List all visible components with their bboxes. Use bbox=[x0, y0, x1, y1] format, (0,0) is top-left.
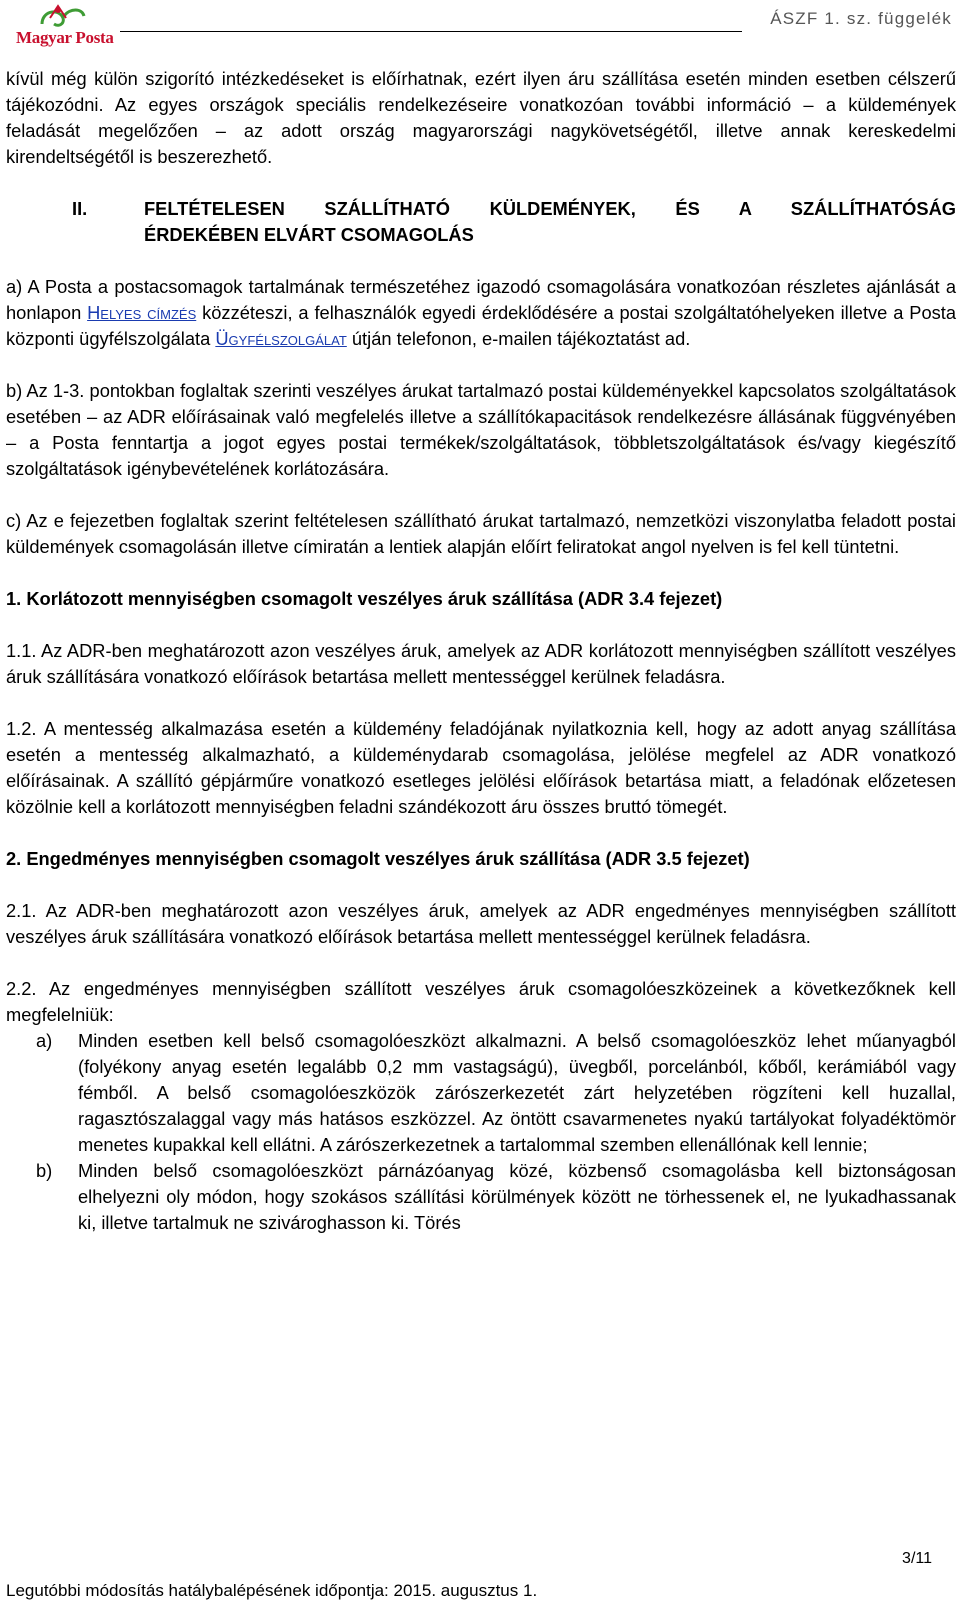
document-title: ÁSZF 1. sz. függelék bbox=[770, 9, 952, 28]
heading-1: 1. Korlátozott mennyiségben csomagolt veszélyes áruk szállítása (ADR 3.4 fejezet) bbox=[6, 588, 723, 609]
list-label: b) bbox=[36, 1160, 53, 1181]
paragraph-intro: kívül még külön szigorító intézkedéseket is előírhatnak, ezért ilyen áru szállítása esetén minden esetben célszerű tájékozódni. Az egyes országok speciális rendelkezéseire vonatkozóan további információ – a küldemények feladását megelőzően – az adott ország magyarországi nagykövetségétől, illetve annak kereskedelmi kirendeltségétől is beszerezhető. bbox=[6, 68, 956, 167]
paragraph-1-2: 1.2. A mentesség alkalmazása esetén a küldemény feladójának nyilatkoznia kell, hogy az adott anyag szállítása esetén a mentesség alkalmazható, a küldeménydarab csomagolása, jelölése megfelel az ADR vonatkozó előírásainak. A szállító gépjárműre vonatkozó esetleges jelölési előírások betartása miatt, a feladónak előzetesen közölnie kell a korlátozott mennyiségben feladni szándékozott áru összes bruttó tömegét. bbox=[6, 718, 956, 817]
section-heading bbox=[6, 196, 956, 248]
header-rule bbox=[120, 31, 742, 32]
paragraph-a: a) A Posta a postacsomagok tartalmának természetéhez igazodó csomagolására vonatkozóan részletes ajánlását a honlapon Helyes címzés közzéteszi, a felhasználók egyedi érdeklődésére a postai szolgáltatóhelyeken illetve a Posta központi ügyfélszolgálata Ügyfélszolgálat útján telefonon, e-mailen tájékoztatást ad. bbox=[6, 276, 956, 349]
section-title: FELTÉTELESEN SZÁLLÍTHATÓ KÜLDEMÉNYEK, ÉS A SZÁLLÍTHATÓSÁG bbox=[144, 198, 956, 219]
logo-text: Magyar Posta bbox=[16, 28, 114, 47]
list-label: a) bbox=[36, 1030, 53, 1051]
page-header bbox=[0, 0, 960, 56]
document-body bbox=[6, 66, 956, 1236]
list-text: Minden belső csomagolóeszközt párnázóanyag közé, közbenső csomagolásba kell biztonságosan elhelyezni oly módon, hogy szokásos szállítási körülmények között ne törhessenek el, ne lyukadhassanak ki, illetve tartalmuk ne szivároghasson ki. Törés bbox=[78, 1160, 956, 1233]
section-number: II. bbox=[72, 198, 88, 219]
paragraph-1-1: 1.1. Az ADR-ben meghatározott azon veszélyes áruk, amelyek az ADR korlátozott mennyiségben szállított veszélyes áruk szállítására vonatkozó előírások betartása mellett mentességgel kerülnek feladásra. bbox=[6, 640, 956, 687]
list-item bbox=[6, 1028, 956, 1158]
paragraph-b: b) Az 1-3. pontokban foglaltak szerinti veszélyes árukat tartalmazó postai küldeményekkel kapcsolatos szolgáltatások esetében – az ADR előírásainak való megfelelés illetve a szállítókapacitások rendelkezésre állásának függvényében – a Posta fenntartja a jogot egyes postai termékek/szolgáltatások, többletszolgáltatások és/vagy kiegészítő szolgáltatások igénybevételének korlátozására. bbox=[6, 380, 956, 479]
paragraph-c: c) Az e fejezetben foglaltak szerint feltételesen szállítható árukat tartalmazó, nemzetközi viszonylatba feladott postai küldemények csomagolásán illetve címiratán a lentiek alapján előírt feliratokat angol nyelven is fel kell tüntetni. bbox=[6, 510, 956, 557]
section-title-line2: ÉRDEKÉBEN ELVÁRT CSOMAGOLÁS bbox=[144, 224, 474, 245]
magyar-posta-logo bbox=[12, 2, 114, 54]
paragraph-2-1: 2.1. Az ADR-ben meghatározott azon veszélyes áruk, amelyek az ADR engedményes mennyiségben szállított veszélyes áruk szállítására vonatkozó előírások betartása mellett mentességgel kerülnek feladásra. bbox=[6, 900, 956, 947]
helyes-cimzes-link[interactable]: Helyes címzés bbox=[87, 302, 197, 323]
ugyfelszolgalat-link[interactable]: Ügyfélszolgálat bbox=[215, 328, 347, 349]
list-text: Minden esetben kell belső csomagolóeszközt alkalmazni. A belső csomagolóeszköz lehet műanyagból (folyékony anyag esetén legalább 0,2 mm vastagságú), üvegből, porcelánból, kőből, kerámiából vagy fémből. A belső csomagolóeszközök zárószerkezetét zárt helyzetében rögzíteni kell huzallal, ragasztószalaggal vagy más hatásos eszközzel. Az öntött csavarmenetes nyakú tartályokat folyadéktömör menetes kupakkal kell ellátni. A zárószerkezetnek a tartalommal szemben ellenállónak kell lennie; bbox=[78, 1030, 956, 1155]
paragraph-2-2: 2.2. Az engedményes mennyiségben szállított veszélyes áruk csomagolóeszközeinek a következőknek kell megfelelniük: bbox=[6, 978, 956, 1025]
heading-2: 2. Engedményes mennyiségben csomagolt veszélyes áruk szállítása (ADR 3.5 fejezet) bbox=[6, 848, 750, 869]
footer-effective-date: Legutóbbi módosítás hatálybalépésének időpontja: 2015. augusztus 1. bbox=[6, 1581, 538, 1600]
list-item bbox=[6, 1158, 956, 1236]
page-number: 3/11 bbox=[902, 1550, 932, 1567]
